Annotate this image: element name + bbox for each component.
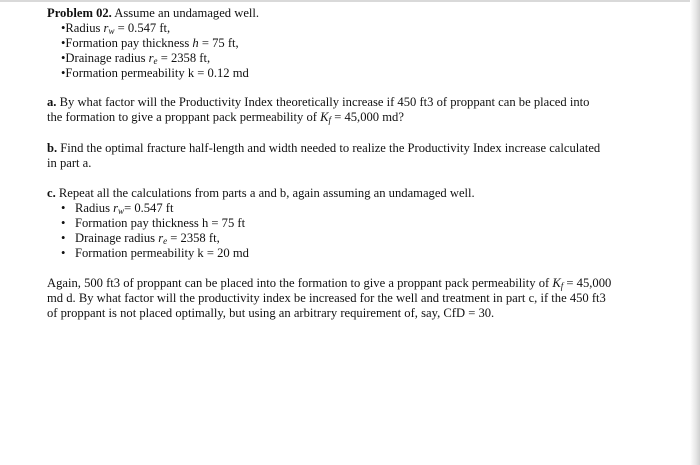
part-a-line-2 (47, 110, 404, 125)
part-b-text-1: Find the optimal fracture half-length and width needed to realize the Productivity Index increase calculated (57, 141, 601, 155)
problem-intro: Assume an undamaged well. (111, 6, 260, 20)
closing-value: = 45,000 (563, 276, 612, 290)
closing-line-1 (47, 276, 611, 291)
given-drainage-value: = 2358 ft, (157, 51, 211, 65)
part-c-line-1 (47, 186, 475, 201)
closing-line-2: md d. By what factor will the productivity index be increased for the well and treatment in part c, if the 450 ft3 (47, 291, 606, 305)
problem-label: Problem 02. (47, 6, 112, 20)
part-a-label: a. (47, 95, 57, 109)
part-a-line-1 (47, 95, 589, 110)
part-c-drainage-sub: e (163, 236, 168, 246)
part-a-text-2: the formation to give a proppant pack permeability of (47, 110, 321, 124)
part-b-label: b. (47, 141, 58, 155)
given-thickness-value: = 75 ft, (198, 36, 239, 50)
part-a-symbol: K (320, 110, 329, 124)
top-edge-shadow (0, 0, 700, 2)
part-b-line-1 (47, 141, 600, 156)
part-c-drainage-symbol: r (158, 231, 164, 245)
part-c-thickness (61, 216, 245, 231)
given-permeability-prefix: •Formation permeability (61, 66, 188, 80)
part-c-intro: Repeat all the calculations from parts a and b, again assuming an undamaged well. (55, 186, 475, 200)
given-radius-value: = 0.547 ft, (114, 21, 171, 35)
part-c-drainage-value: = 2358 ft, (167, 231, 220, 245)
problem-heading (47, 6, 259, 21)
part-a-text-1: By what factor will the Productivity Index theoretically increase if 450 ft3 of proppant can be placed into (56, 95, 590, 109)
part-c-permeability (61, 246, 249, 261)
given-drainage-sub: e (153, 56, 158, 66)
part-c-thickness-text: Formation pay thickness h = 75 ft (75, 216, 246, 230)
given-thickness-symbol: h (192, 36, 199, 50)
given-thickness-prefix: •Formation pay thickness (61, 36, 193, 50)
closing-text-1: Again, 500 ft3 of proppant can be placed into the formation to give a proppant pack permeability of (47, 276, 553, 290)
given-radius-sub: w (108, 26, 115, 36)
closing-symbol: K (552, 276, 561, 290)
given-drainage (61, 51, 210, 66)
part-c-radius-symbol: r (113, 201, 119, 215)
closing-sub: f (560, 281, 564, 291)
part-c-radius (61, 201, 174, 216)
right-edge-shadow (690, 0, 700, 465)
part-a-sub: f (328, 115, 332, 125)
part-c-drainage (61, 231, 220, 246)
part-c-radius-value: = 0.547 ft (124, 201, 174, 215)
given-radius (61, 21, 170, 36)
bullet-icon: • (61, 216, 66, 230)
given-drainage-symbol: r (148, 51, 154, 65)
part-a-value: = 45,000 md? (331, 110, 404, 124)
given-drainage-prefix: •Drainage radius (61, 51, 149, 65)
part-c-drainage-prefix: Drainage radius (75, 231, 159, 245)
part-c-label: c. (47, 186, 56, 200)
given-thickness (61, 36, 239, 51)
given-radius-symbol: r (103, 21, 109, 35)
given-permeability-value: k = 0.12 md (187, 66, 249, 80)
given-radius-prefix: •Radius (61, 21, 104, 35)
part-c-permeability-text: Formation permeability k = 20 md (75, 246, 249, 260)
closing-line-3: of proppant is not placed optimally, but using an arbitrary requirement of, say, CfD = 30. (47, 306, 495, 320)
part-b-line-2: in part a. (47, 156, 92, 170)
bullet-icon: • (61, 246, 66, 260)
bullet-icon: • (61, 231, 66, 245)
bullet-icon: • (61, 201, 66, 215)
given-permeability (61, 66, 249, 81)
part-c-radius-prefix: Radius (75, 201, 114, 215)
part-c-radius-sub: w (118, 206, 125, 216)
